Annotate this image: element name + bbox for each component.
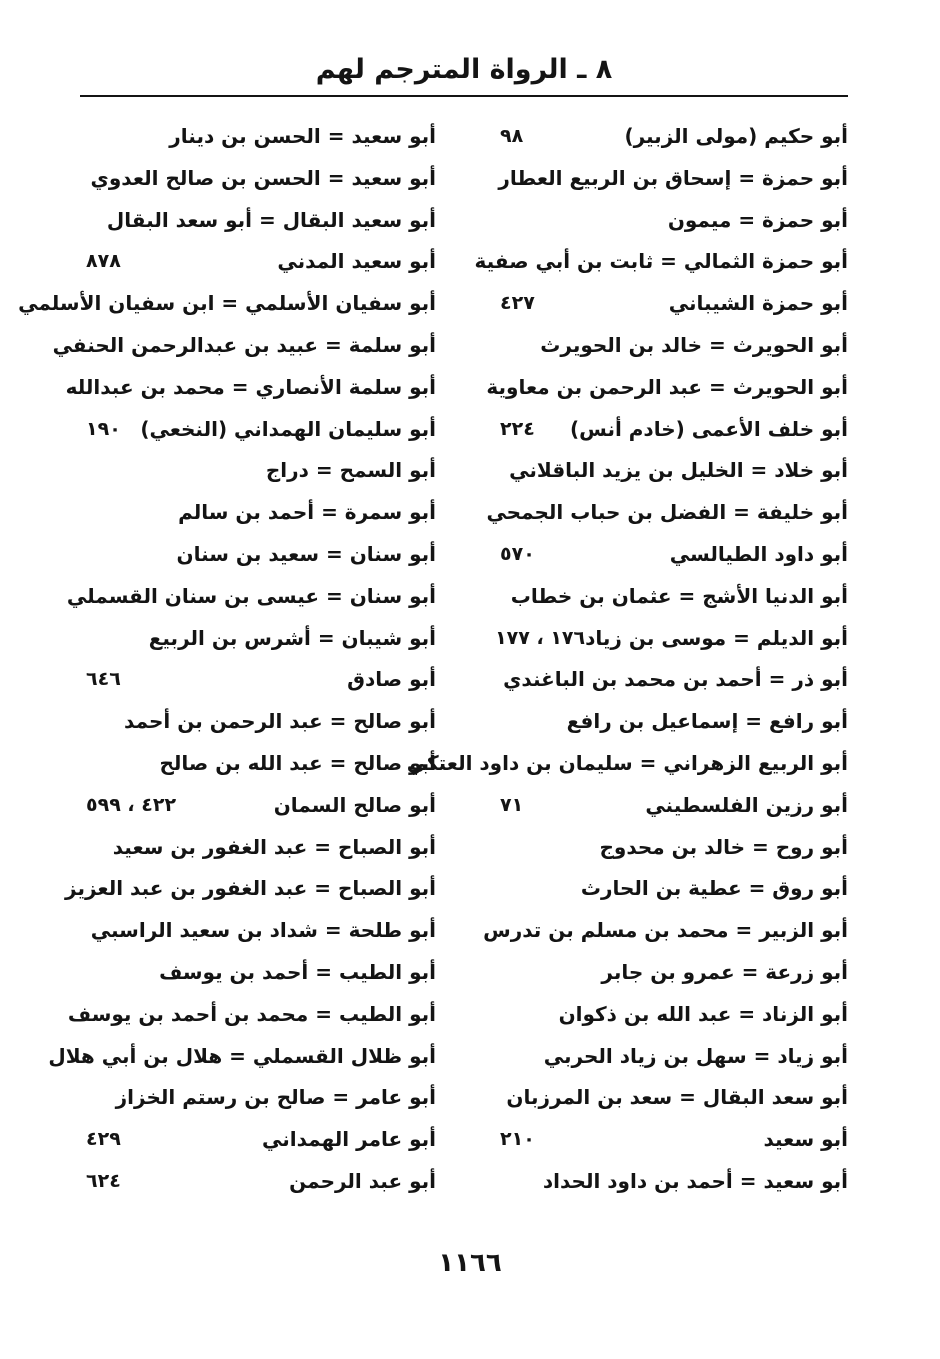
- page-reference: ٦٢٤: [86, 1169, 121, 1192]
- narrator-name: أبو الربيع الزهراني = سليمان بن داود العتكي: [406, 750, 848, 775]
- narrator-name: أبو سعيد: [763, 1127, 848, 1152]
- page-number: ١١٦٦: [438, 1248, 502, 1278]
- page-reference: ٦٤٦: [86, 668, 121, 691]
- index-entry: [82, 1077, 436, 1119]
- index-column-left: [18, 116, 436, 1203]
- index-entry: [496, 994, 848, 1036]
- page-reference: ٨٧٨: [86, 250, 121, 273]
- index-entry: [82, 241, 436, 283]
- index-entry: [496, 325, 848, 367]
- index-entry: [82, 701, 436, 743]
- index-entry: [82, 827, 436, 869]
- index-entry: [496, 409, 848, 451]
- narrator-name: أبو طلحة = شداد بن سعيد الراسبي: [90, 918, 436, 943]
- narrator-name: أبو سمرة = أحمد بن سالم: [178, 500, 436, 525]
- index-entry: [82, 534, 436, 576]
- index-entry: [483, 910, 848, 952]
- index-entry: [496, 701, 848, 743]
- index-entry: [52, 325, 436, 367]
- index-entry: [496, 785, 848, 827]
- narrator-name: أبو زرعة = عمرو بن جابر: [601, 959, 848, 984]
- narrator-name: أبو سلمة = عبيد بن عبدالرحمن الحنفي: [52, 332, 436, 357]
- narrator-name: أبو عبد الرحمن: [289, 1168, 436, 1193]
- index-entry: [82, 158, 436, 200]
- index-entry: [82, 450, 436, 492]
- narrator-name: أبو عامر الهمداني: [262, 1127, 436, 1152]
- narrator-name: أبو الحويرث = عبد الرحمن بن معاوية: [486, 374, 848, 399]
- index-entry: [66, 576, 436, 618]
- narrator-name: أبو سعيد البقال = أبو سعد البقال: [106, 207, 436, 232]
- index-entry: [496, 450, 848, 492]
- narrator-name: أبو سليمان الهمداني (النخعي): [140, 416, 436, 441]
- narrator-name: أبو الصباح = عبد الغفور بن سعيد: [112, 834, 436, 859]
- index-entry: [82, 409, 436, 451]
- index-entry: [82, 1161, 436, 1203]
- page-reference: ٢١٠: [500, 1128, 535, 1151]
- narrator-name: أبو الدنيا الأشج = عثمان بن خطاب: [510, 583, 848, 608]
- narrator-name: أبو عامر = صالح بن رستم الخزاز: [115, 1085, 436, 1110]
- narrator-name: أبو الصباح = عبد الغفور بن عبد العزيز: [65, 876, 436, 901]
- index-entry: [82, 910, 436, 952]
- index-entry: [82, 618, 436, 660]
- narrator-name: أبو الطيب = محمد بن أحمد بن يوسف: [67, 1001, 436, 1026]
- page-reference: ١٧٦ ، ١٧٧: [495, 626, 586, 649]
- page-reference: ٢٢٤: [500, 417, 535, 440]
- narrator-name: أبو صالح السمان: [273, 792, 436, 817]
- index-entry: [82, 952, 436, 994]
- index-entry: [18, 283, 436, 325]
- narrator-name: أبو صالح = عبد الرحمن بن أحمد: [124, 709, 436, 734]
- page-reference: ٧١: [500, 793, 524, 816]
- index-entry: [82, 785, 436, 827]
- narrator-name: أبو خليفة = الفضل بن حباب الجمحي: [486, 500, 848, 525]
- index-entry: [406, 743, 848, 785]
- index-entry: [496, 618, 848, 660]
- index-entry: [496, 827, 848, 869]
- narrator-name: أبو سفيان الأسلمي = ابن سفيان الأسلمي: [18, 291, 436, 316]
- narrator-name: أبو سلمة الأنصاري = محمد بن عبدالله: [65, 374, 436, 399]
- narrator-name: أبو سعد البقال = سعد بن المرزبان: [506, 1085, 848, 1110]
- narrator-name: أبو صادق: [347, 667, 436, 692]
- narrator-name: أبو خلف الأعمى (خادم أنس): [570, 416, 848, 441]
- narrator-name: أبو صالح = عبد الله بن صالح: [159, 750, 436, 775]
- narrator-name: أبو حكيم (مولى الزبير): [624, 124, 848, 148]
- index-entry: [486, 492, 848, 534]
- index-entry: [486, 367, 848, 409]
- index-entry: [496, 868, 848, 910]
- index-entry: [82, 1119, 436, 1161]
- index-entry: [82, 200, 436, 242]
- narrator-name: أبو السمح = دراج: [265, 458, 436, 483]
- header-rule: [80, 95, 848, 97]
- narrator-name: أبو سنان = عيسى بن سنان القسملي: [66, 583, 436, 608]
- index-entry: [496, 576, 848, 618]
- narrator-name: أبو ظلال القسملي = هلال بن أبي هلال: [48, 1043, 436, 1068]
- index-entry: [496, 158, 848, 200]
- narrator-name: أبو خلاد = الخليل بن يزيد الباقلاني: [509, 458, 848, 483]
- narrator-name: أبو سعيد = الحسن بن دينار: [169, 124, 436, 148]
- page-reference: ١٩٠: [86, 417, 121, 440]
- index-entry: [82, 116, 436, 158]
- index-entry: [496, 1036, 848, 1078]
- index-entry: [496, 952, 848, 994]
- narrator-name: أبو الزبير = محمد بن مسلم بن تدرس: [483, 918, 848, 943]
- narrator-name: أبو حمزة الثمالي = ثابت بن أبي صفية: [474, 249, 848, 274]
- narrator-name: أبو الزناد = عبد الله بن ذكوان: [558, 1001, 848, 1026]
- narrator-name: أبو داود الطيالسي: [669, 541, 848, 566]
- index-entry: [67, 994, 436, 1036]
- index-entry: [496, 1119, 848, 1161]
- index-entry: [82, 743, 436, 785]
- index-entry: [82, 492, 436, 534]
- narrator-name: أبو الديلم = موسى بن زياد: [585, 625, 848, 650]
- index-entry: [496, 116, 848, 158]
- index-entry: [496, 1077, 848, 1119]
- narrator-name: أبو حمزة الشيباني: [668, 291, 848, 316]
- page-reference: ٤٢٢ ، ٥٩٩: [86, 793, 177, 816]
- narrator-name: أبو الحويرث = خالد بن الحويرث: [540, 332, 848, 357]
- narrator-name: أبو سعيد = الحسن بن صالح العدوي: [90, 165, 436, 190]
- index-entry: [496, 1161, 848, 1203]
- page-reference: ٥٧٠: [500, 542, 535, 565]
- narrator-name: أبو سعيد = أحمد بن داود الحداد: [542, 1168, 848, 1193]
- index-column-right: [406, 116, 848, 1203]
- narrator-name: أبو رزين الفلسطيني: [645, 792, 848, 817]
- page-reference: ٩٨: [500, 125, 524, 147]
- index-entry: [496, 200, 848, 242]
- index-entry: [496, 534, 848, 576]
- index-entry: [496, 283, 848, 325]
- narrator-name: أبو حمزة = ميمون: [667, 207, 848, 232]
- narrator-name: أبو زياد = سهل بن زياد الحربي: [543, 1043, 848, 1068]
- narrator-name: أبو حمزة = إسحاق بن الربيع العطار: [498, 165, 848, 190]
- narrator-name: أبو رافع = إسماعيل بن رافع: [566, 709, 848, 734]
- page-header-title: ٨ ـ الرواة المترجم لهم: [315, 54, 613, 85]
- narrator-name: أبو سعيد المدني: [277, 249, 436, 274]
- narrator-name: أبو ذر = أحمد بن محمد بن الباغندي: [503, 667, 848, 692]
- index-entry: [48, 1036, 436, 1078]
- index-entry: [474, 241, 848, 283]
- page-reference: ٤٢٩: [86, 1128, 121, 1151]
- page-reference: ٤٢٧: [500, 292, 535, 315]
- index-entry: [82, 659, 436, 701]
- index-entry: [65, 868, 436, 910]
- narrator-name: أبو روق = عطية بن الحارث: [580, 876, 848, 901]
- narrator-name: أبو شيبان = أشرس بن الربيع: [148, 625, 436, 650]
- index-entry: [496, 659, 848, 701]
- index-entry: [65, 367, 436, 409]
- narrator-name: أبو روح = خالد بن محدوج: [599, 834, 848, 859]
- narrator-name: أبو الطيب = أحمد بن يوسف: [159, 959, 436, 984]
- narrator-name: أبو سنان = سعيد بن سنان: [176, 541, 436, 566]
